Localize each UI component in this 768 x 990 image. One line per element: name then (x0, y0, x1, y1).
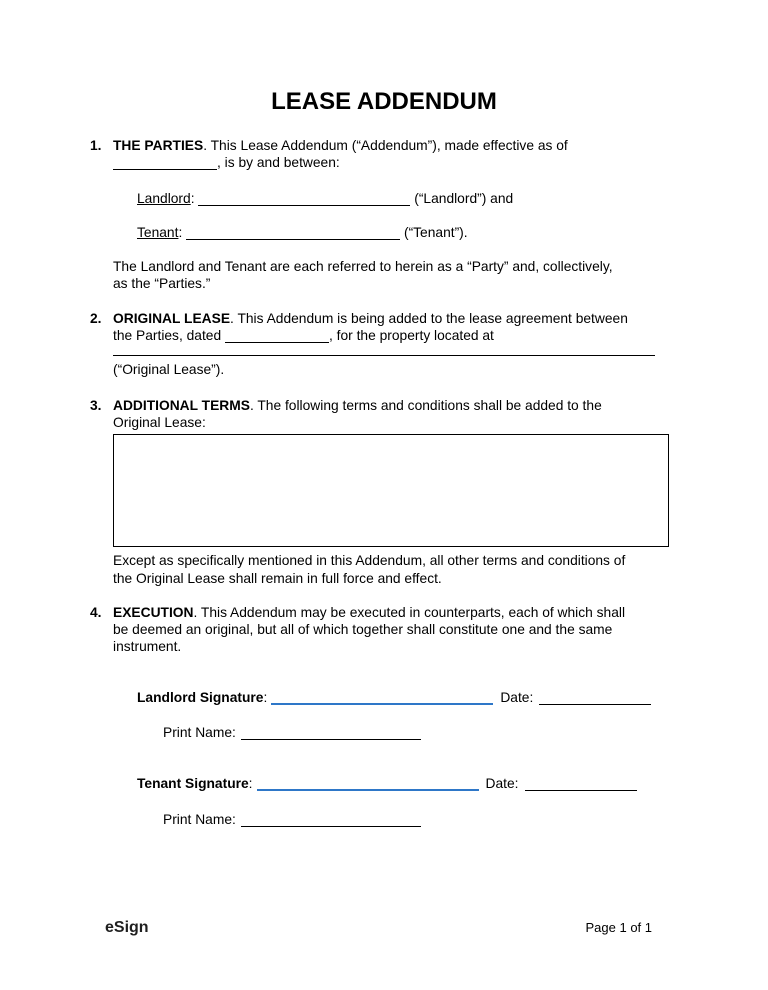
landlord-print-name-label: Print Name: (163, 725, 236, 741)
tenant-label: Tenant (137, 224, 179, 240)
section-3-number: 3. (90, 397, 102, 413)
section-4-intro (113, 604, 675, 656)
tenant-signature-colon: : (248, 776, 253, 792)
section-1-intro (113, 137, 675, 172)
section-2-text-line2b: , for the property located at (329, 328, 494, 344)
tenant-print-name-label: Print Name: (163, 811, 236, 827)
section-1-heading: THE PARTIES (113, 138, 204, 153)
landlord-signature-colon: : (263, 689, 268, 705)
section-3-text-line2: Original Lease: (113, 414, 206, 430)
section-1-number: 1. (90, 138, 102, 153)
section-3-intro (113, 397, 675, 432)
section-1-text-line1: . This Lease Addendum (“Addendum”), made effective as of (203, 138, 568, 153)
landlord-date-field[interactable] (539, 690, 651, 705)
landlord-signature-block (0, 689, 768, 742)
section-2-suffix: (“Original Lease”). (113, 362, 225, 378)
tenant-print-name-row (137, 811, 678, 828)
tenant-signature-row (137, 775, 678, 792)
tenant-date-field[interactable] (525, 776, 637, 791)
additional-terms-field[interactable] (113, 434, 669, 547)
section-execution (0, 604, 768, 656)
landlord-print-name-field[interactable] (241, 725, 421, 740)
tenant-signature-block (0, 775, 768, 828)
page-indicator: Page 1 of 1 (585, 920, 652, 935)
section-4-heading: EXECUTION (113, 604, 194, 620)
section-3-text-line1: . The following terms and conditions shall be added to the (249, 397, 602, 413)
section-the-parties (0, 137, 768, 293)
parties-note-line1: The Landlord and Tenant are each referred to herein as a “Party” and, collectively, (113, 259, 613, 275)
section-additional-terms (0, 397, 768, 587)
tenant-suffix: (“Tenant”). (403, 224, 468, 240)
section-2-intro (113, 310, 675, 345)
page-footer (105, 919, 652, 936)
tenant-signature-label: Tenant Signature (137, 776, 249, 792)
landlord-signature-field[interactable] (271, 689, 493, 705)
section-4-number: 4. (90, 604, 102, 620)
tenant-name-field[interactable] (186, 225, 400, 240)
esign-logo: eSign (105, 919, 149, 936)
landlord-signature-row (137, 689, 678, 706)
lease-date-field[interactable] (225, 328, 329, 343)
landlord-print-name-row (137, 724, 678, 741)
landlord-suffix: (“Landlord”) and (414, 190, 514, 206)
tenant-date-label: Date: (485, 776, 519, 792)
section-4-text-line2: be deemed an original, but all of which together shall constitute one and the same (113, 622, 613, 638)
landlord-signature-label: Landlord Signature (137, 689, 264, 705)
tenant-label-colon: : (178, 224, 183, 240)
section-2-heading: ORIGINAL LEASE (113, 310, 231, 326)
landlord-label: Landlord (137, 190, 191, 206)
landlord-name-field[interactable] (198, 191, 410, 206)
tenant-print-name-field[interactable] (241, 812, 421, 827)
tenant-row (137, 224, 675, 241)
section-2-text-line1: . This Addendum is being added to the lease agreement between (230, 310, 628, 326)
section-2-number: 2. (90, 310, 102, 326)
document-title: LEASE ADDENDUM (271, 88, 497, 115)
tenant-signature-field[interactable] (257, 775, 479, 791)
effective-date-field[interactable] (113, 155, 217, 170)
section-original-lease (0, 310, 768, 379)
landlord-date-label: Date: (500, 689, 534, 705)
landlord-label-colon: : (190, 190, 195, 206)
section-3-closing-line1: Except as specifically mentioned in this Addendum, all other terms and conditions of (113, 553, 626, 569)
property-address-field[interactable] (113, 344, 655, 356)
parties-note (113, 258, 675, 293)
section-2-text-line2a: the Parties, dated (113, 328, 222, 344)
section-4-text-line1: . This Addendum may be executed in counterparts, each of which shall (193, 604, 626, 620)
section-3-heading: ADDITIONAL TERMS (113, 397, 250, 413)
landlord-row (137, 190, 675, 207)
section-1-text-line2: , is by and between: (217, 155, 340, 171)
parties-note-line2: as the “Parties.” (113, 276, 211, 292)
section-4-text-line3: instrument. (113, 639, 182, 655)
section-3-closing-line2: the Original Lease shall remain in full force and effect. (113, 570, 442, 586)
section-3-closing (113, 552, 675, 587)
